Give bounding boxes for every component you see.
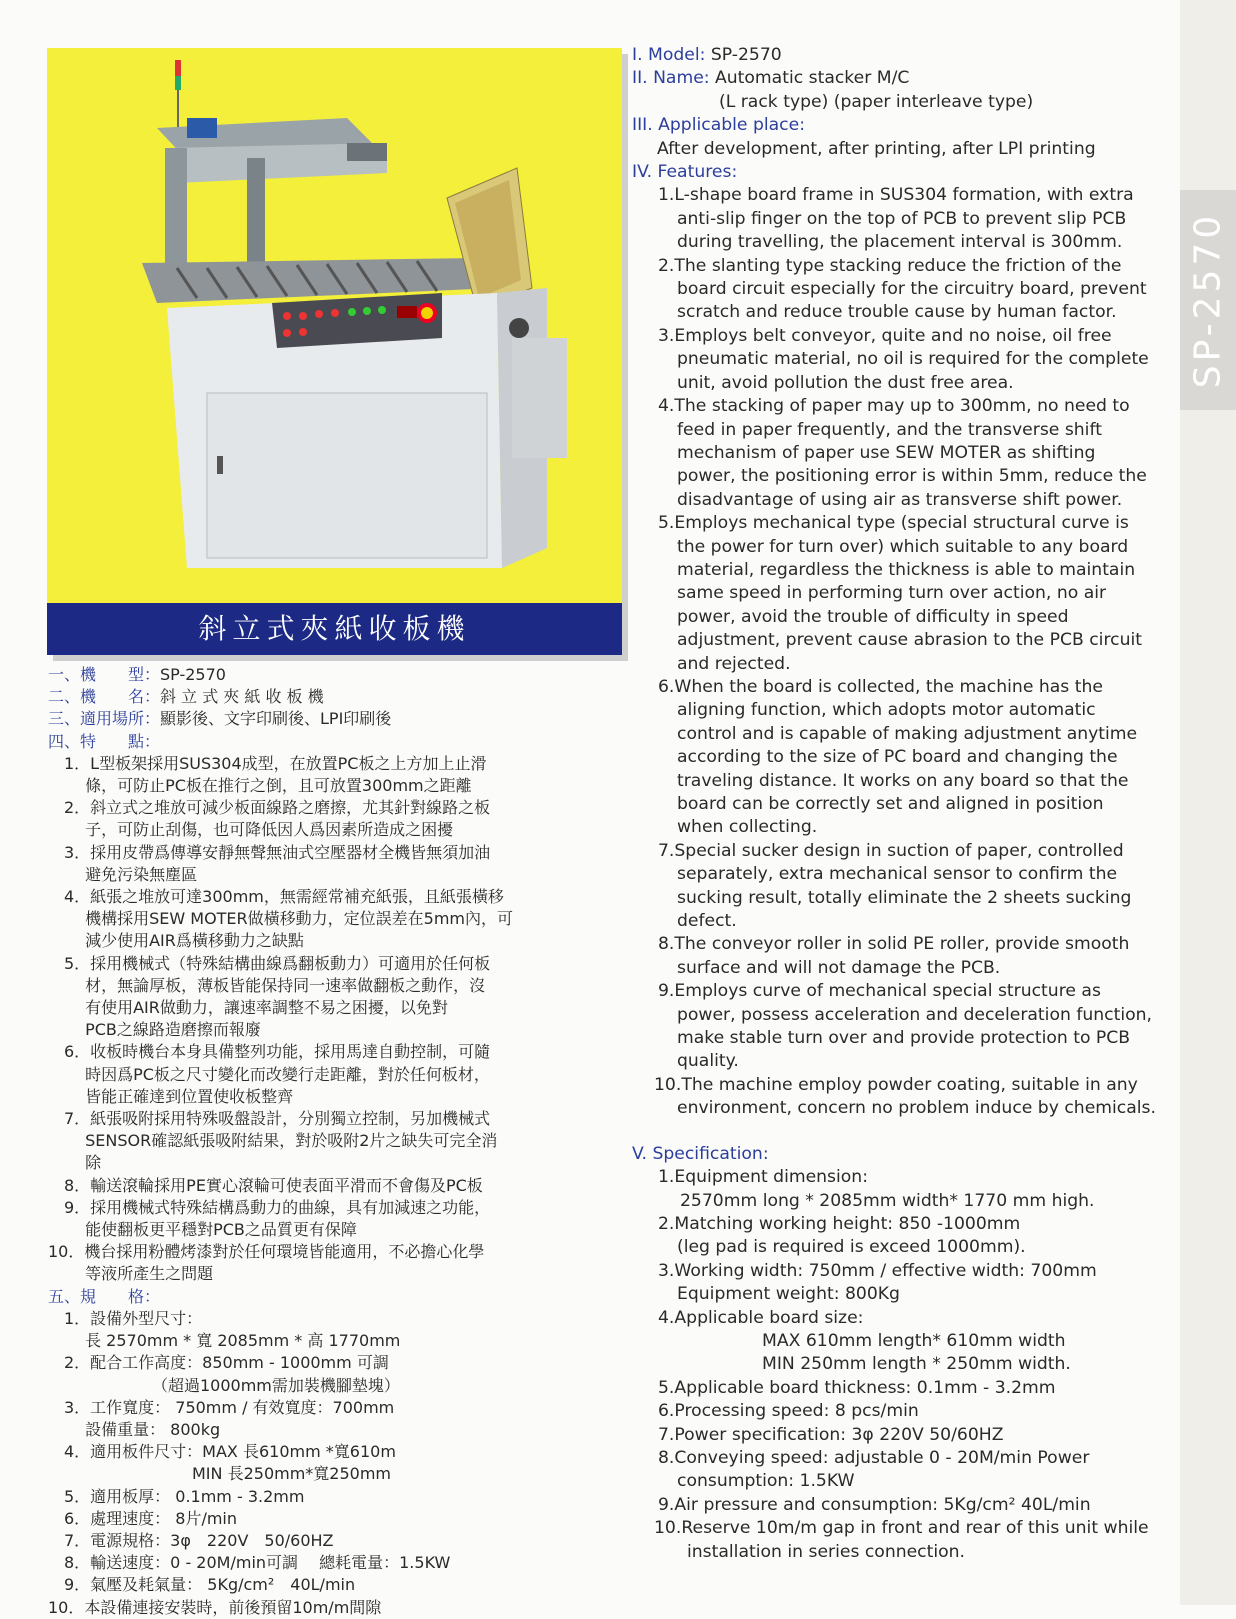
spec-line: 9.Air pressure and consumption: 5Kg/cm² 40L/min: [658, 1494, 1091, 1515]
zh-line: [48, 908, 628, 930]
zh-line: [48, 1441, 628, 1463]
zh-line: [48, 953, 628, 975]
feature-item: [632, 840, 1182, 934]
feature-line: quality.: [677, 1051, 739, 1072]
zh-line-text: 皆能正確達到位置使收板整齊: [48, 1086, 294, 1106]
zh-line: [48, 1530, 628, 1552]
zh-line-text: 5．適用板厚： 0.1mm - 3.2mm: [48, 1486, 305, 1506]
zh-line-text: SP-2570: [160, 665, 226, 684]
zh-line: [48, 819, 628, 841]
model-value: SP-2570: [705, 45, 782, 65]
spec-line: 8.Conveying speed: adjustable 0 - 20M/min Power: [658, 1447, 1090, 1468]
spec-line: consumption: 1.5KW: [677, 1471, 855, 1492]
spec-line: 4.Applicable board size:: [658, 1307, 864, 1328]
zh-line: [48, 864, 628, 886]
zh-line: [48, 1175, 628, 1197]
model-heading: I. Model:: [632, 45, 706, 65]
spec-line: 1.Equipment dimension:: [658, 1167, 868, 1188]
zh-line: [48, 1597, 628, 1619]
zh-line-label: 三、適用場所：: [48, 709, 161, 729]
zh-line-label: 四、特 點：: [48, 731, 161, 751]
zh-line: [48, 1574, 628, 1596]
feature-line: material, regardless the thickness is able to maintain: [677, 559, 1136, 580]
zh-line: [48, 1508, 628, 1530]
features-heading: IV. Features:: [632, 162, 738, 183]
feature-line: pneumatic material, no oil is required for the complete: [677, 349, 1149, 370]
feature-line: 4.The stacking of paper may up to 300mm, no need to: [658, 396, 1130, 417]
zh-line-text: 等液所產生之問題: [48, 1264, 214, 1284]
zh-line: [48, 1019, 628, 1041]
side-model-label: SP-2570: [1187, 211, 1229, 389]
zh-line-text: 減少使用AIR爲橫移動力之缺點: [48, 931, 304, 951]
feature-line: disadvantage of using air as transverse shift power.: [677, 489, 1123, 510]
feature-item: [632, 933, 1182, 980]
feature-item: [632, 325, 1182, 395]
zh-line: [48, 1041, 628, 1063]
zh-line: [48, 1241, 628, 1263]
zh-line-text: 8．輸送滾輪採用PE實心滾輪可使表面平滑而不會傷及PC板: [48, 1175, 483, 1195]
zh-line: [48, 1419, 628, 1441]
spec-line: 5.Applicable board thickness: 0.1mm - 3.2mm: [658, 1377, 1056, 1398]
zh-line-text: 1．L型板架採用SUS304成型，在放置PC板之上方加上止滑: [48, 753, 487, 773]
feature-line: board circuit especially for the circuitry board, prevent: [677, 279, 1147, 300]
zh-line: [48, 1152, 628, 1174]
feature-line: 10.The machine employ powder coating, suitable in any: [654, 1074, 1138, 1095]
feature-line: environment, concern no problem induce by chemicals.: [677, 1098, 1156, 1119]
zh-line-text: 顯影後、文字印刷後、LPI印刷後: [160, 709, 392, 729]
zh-line-text: 子，可防止刮傷，也可降低因人爲因素所造成之困擾: [48, 820, 454, 840]
feature-line: surface and will not damage the PCB.: [677, 957, 1001, 978]
zh-line-text: 斜 立 式 夾 紙 收 板 機: [160, 687, 324, 707]
zh-line-text: 3．採用皮帶爲傳導安靜無聲無油式空壓器材全機皆無須加油: [48, 842, 491, 862]
zh-line-text: 6．收板時機台本身具備整列功能，採用馬達自動控制，可隨: [48, 1042, 491, 1062]
zh-line-label: 二、機 名：: [48, 687, 161, 707]
spec-line: MAX 610mm length* 610mm width: [762, 1330, 1066, 1351]
feature-line: unit, avoid pollution the dust free area.: [677, 372, 1014, 393]
chinese-spec-block: [48, 664, 628, 1619]
zh-line-text: 材，無論厚板，薄板皆能保持同一速率做翻板之動作，沒: [48, 975, 486, 995]
zh-line: [48, 842, 628, 864]
feature-line: power, possess acceleration and deceleration function,: [677, 1004, 1152, 1025]
feature-line: power, avoid the trouble of difficulty in speed: [677, 606, 1069, 627]
spec-line: 10.Reserve 10m/m gap in front and rear of this unit while: [654, 1518, 1149, 1539]
zh-line-text: 2．斜立式之堆放可減少板面線路之磨擦，尤其針對線路之板: [48, 798, 491, 818]
zh-line: [48, 1197, 628, 1219]
zh-line-text: 機構採用SEW MOTER做橫移動力，定位誤差在5mm內，可: [48, 909, 514, 929]
zh-line-text: 6．處理速度： 8片/min: [48, 1508, 238, 1528]
zh-line: [48, 1330, 628, 1352]
spec-line: 7.Power specification: 3φ 220V 50/60HZ: [658, 1424, 1004, 1445]
zh-line: [48, 1286, 628, 1308]
zh-line-text: MIN 長250mm*寬250mm: [48, 1464, 392, 1484]
feature-item: [632, 395, 1182, 512]
feature-line: make stable turn over and provide protection to PCB: [677, 1028, 1131, 1049]
spec-line: Equipment weight: 800Kg: [677, 1284, 900, 1305]
feature-line: power, the positioning error is within 5mm, reduce the: [677, 466, 1147, 487]
spec-line: 2570mm long * 2085mm width* 1770 mm high.: [680, 1190, 1095, 1211]
zh-line: [48, 1375, 628, 1397]
side-strip: [1180, 0, 1236, 1605]
zh-line-text: 能使翻板更平穩對PCB之品質更有保障: [48, 1220, 357, 1240]
feature-line: 1.L-shape board frame in SUS304 formation, with extra: [658, 185, 1134, 206]
zh-line-text: 避免污染無塵區: [48, 864, 198, 884]
zh-line: [48, 1463, 628, 1485]
zh-line-label: 一、機 型：: [48, 665, 161, 684]
zh-line: [48, 1552, 628, 1574]
feature-line: and rejected.: [677, 653, 791, 674]
zh-line: [48, 1130, 628, 1152]
feature-line: 5.Employs mechanical type (special structural curve is: [658, 513, 1129, 534]
zh-line: [48, 1086, 628, 1108]
spec-heading: V. Specification:: [632, 1143, 769, 1164]
feature-line: according to the size of PC board and changing the: [677, 747, 1118, 768]
zh-line: [48, 1263, 628, 1285]
name-line-2: (L rack type) (paper interleave type): [719, 91, 1034, 112]
feature-line: control and is capable of making adjustment anytime: [677, 723, 1138, 744]
feature-line: scratch and reduce trouble cause by human factor.: [677, 302, 1117, 323]
zh-line-text: 除: [48, 1153, 102, 1173]
zh-line-text: （超過1000mm需加裝機腳墊塊）: [48, 1375, 400, 1395]
feature-line: anti-slip finger on the top of PCB to prevent slip PCB: [677, 208, 1127, 229]
zh-line: [48, 1486, 628, 1508]
zh-line-label: 五、規 格：: [48, 1286, 161, 1306]
spec-line: (leg pad is required is exceed 1000mm).: [677, 1237, 1026, 1258]
feature-line: board can be correctly set and aligned in position: [677, 794, 1104, 814]
feature-line: 2.The slanting type stacking reduce the friction of the: [658, 255, 1122, 276]
zh-line: [48, 975, 628, 997]
zh-line-text: 4．紙張之堆放可達300mm，無需經常補充紙張，且紙張橫移: [48, 887, 504, 907]
english-spec-block: [632, 44, 1182, 1564]
zh-line-text: 時因爲PC板之尺寸變化而改變行走距離，對於任何板材，: [48, 1064, 490, 1084]
feature-item: [632, 676, 1182, 840]
spec-line: installation in series connection.: [687, 1541, 966, 1562]
spec-line: MIN 250mm length * 250mm width.: [762, 1354, 1071, 1375]
feature-line: during travelling, the placement interval is 300mm.: [677, 232, 1123, 253]
place-value: After development, after printing, after LPI printing: [657, 138, 1096, 159]
zh-line: [48, 686, 628, 708]
zh-line-text: 條，可防止PC板在推行之倒，且可放置300mm之距離: [48, 776, 472, 796]
feature-line: the power for turn over) which suitable to any board: [677, 536, 1129, 557]
spec-line: 2.Matching working height: 850 -1000mm: [658, 1213, 1021, 1234]
feature-item: [632, 512, 1182, 676]
zh-line: [48, 664, 628, 686]
name-value: Automatic stacker M/C: [709, 68, 910, 89]
zh-line: [48, 1397, 628, 1419]
zh-line: [48, 1219, 628, 1241]
zh-line-text: 長 2570mm * 寬 2085mm * 高 1770mm: [48, 1331, 401, 1351]
feature-line: traveling distance. It works on any board so that the: [677, 770, 1129, 791]
zh-line: [48, 708, 628, 730]
zh-line-text: PCB之線路造磨擦而報廢: [48, 1020, 261, 1040]
feature-line: 3.Employs belt conveyor, quite and no noise, oil free: [658, 325, 1112, 346]
feature-line: 9.Employs curve of mechanical special structure as: [658, 981, 1101, 1002]
feature-line: sucking result, totally eliminate the 2 sheets sucking: [677, 887, 1132, 908]
zh-line-text: 5．採用機械式（特殊結構曲線爲翻板動力）可適用於任何板: [48, 953, 491, 973]
zh-line: [48, 886, 628, 908]
zh-line-text: 2．配合工作高度：850mm - 1000mm 可調: [48, 1353, 389, 1373]
zh-line-text: SENSOR確認紙張吸附結果，對於吸附2片之缺失可完全消: [48, 1131, 498, 1151]
feature-line: when collecting.: [677, 817, 818, 838]
feature-line: 6.When the board is collected, the machine has the: [658, 676, 1103, 697]
zh-line-text: 8．輸送速度：0 - 20M/min可調 總耗電量：1.5KW: [48, 1553, 451, 1573]
zh-line: [48, 797, 628, 819]
zh-line: [48, 1108, 628, 1130]
name-heading: II. Name:: [632, 68, 710, 89]
zh-line-text: 10．機台採用粉體烤漆對於任何環境皆能適用，不必擔心化學: [48, 1242, 485, 1262]
zh-line-text: 9．採用機械式特殊結構爲動力的曲線，具有加減速之功能，: [48, 1197, 491, 1217]
spec-line: 3.Working width: 750mm / effective width: 700mm: [658, 1260, 1097, 1281]
feature-line: aligning function, which adopts motor automatic: [677, 700, 1096, 721]
zh-line-text: 設備重量： 800kg: [48, 1419, 221, 1439]
spec-line: 6.Processing speed: 8 pcs/min: [658, 1401, 919, 1422]
feature-line: 7.Special sucker design in suction of paper, controlled: [658, 840, 1124, 861]
zh-line-text: 有使用AIR做動力，讓速率調整不易之困擾，以免對: [48, 998, 448, 1018]
feature-item: [632, 184, 1182, 254]
feature-line: adjustment, prevent cause abrasion to the PCB circuit: [677, 630, 1142, 651]
zh-line-text: 10．本設備連接安裝時，前後預留10m/m間隙: [48, 1597, 382, 1617]
place-heading: III. Applicable place:: [632, 115, 805, 136]
zh-line: [48, 997, 628, 1019]
zh-line-text: 7．紙張吸附採用特殊吸盤設計，分別獨立控制，另加機械式: [48, 1109, 491, 1129]
zh-line: [48, 1352, 628, 1374]
feature-line: mechanism of paper use SEW MOTER as shifting: [677, 442, 1096, 463]
zh-line-text: 3．工作寬度： 750mm / 有效寬度：700mm: [48, 1397, 395, 1417]
zh-line-text: 9．氣壓及耗氣量： 5Kg/cm² 40L/min: [48, 1575, 356, 1595]
zh-line-text: 7．電源規格：3φ 220V 50/60HZ: [48, 1530, 334, 1550]
product-name-banner: 斜立式夾紙收板機: [47, 603, 622, 655]
feature-line: separately, extra mechanical sensor to confirm the: [677, 864, 1118, 885]
zh-line: [48, 1064, 628, 1086]
machine-illustration: [47, 48, 622, 603]
zh-line: [48, 753, 628, 775]
feature-item: [632, 255, 1182, 325]
feature-line: defect.: [677, 911, 737, 932]
zh-line: [48, 930, 628, 952]
feature-line: feed in paper frequently, and the transverse shift: [677, 419, 1102, 440]
feature-line: 8.The conveyor roller in solid PE roller, provide smooth: [658, 934, 1130, 955]
name-line: [632, 67, 1182, 90]
zh-line-text: 1．設備外型尺寸：: [48, 1308, 203, 1328]
zh-line: [48, 1308, 628, 1330]
zh-line: [48, 775, 628, 797]
feature-line: same speed in performing turn over action, no air: [677, 583, 1107, 604]
zh-line-text: 4．適用板件尺寸：MAX 長610mm *寬610m: [48, 1442, 396, 1462]
machine-photo: [47, 48, 622, 655]
feature-item: [632, 980, 1182, 1074]
model-line: [632, 44, 1182, 67]
feature-item: [632, 1074, 1182, 1121]
zh-line: [48, 731, 628, 753]
